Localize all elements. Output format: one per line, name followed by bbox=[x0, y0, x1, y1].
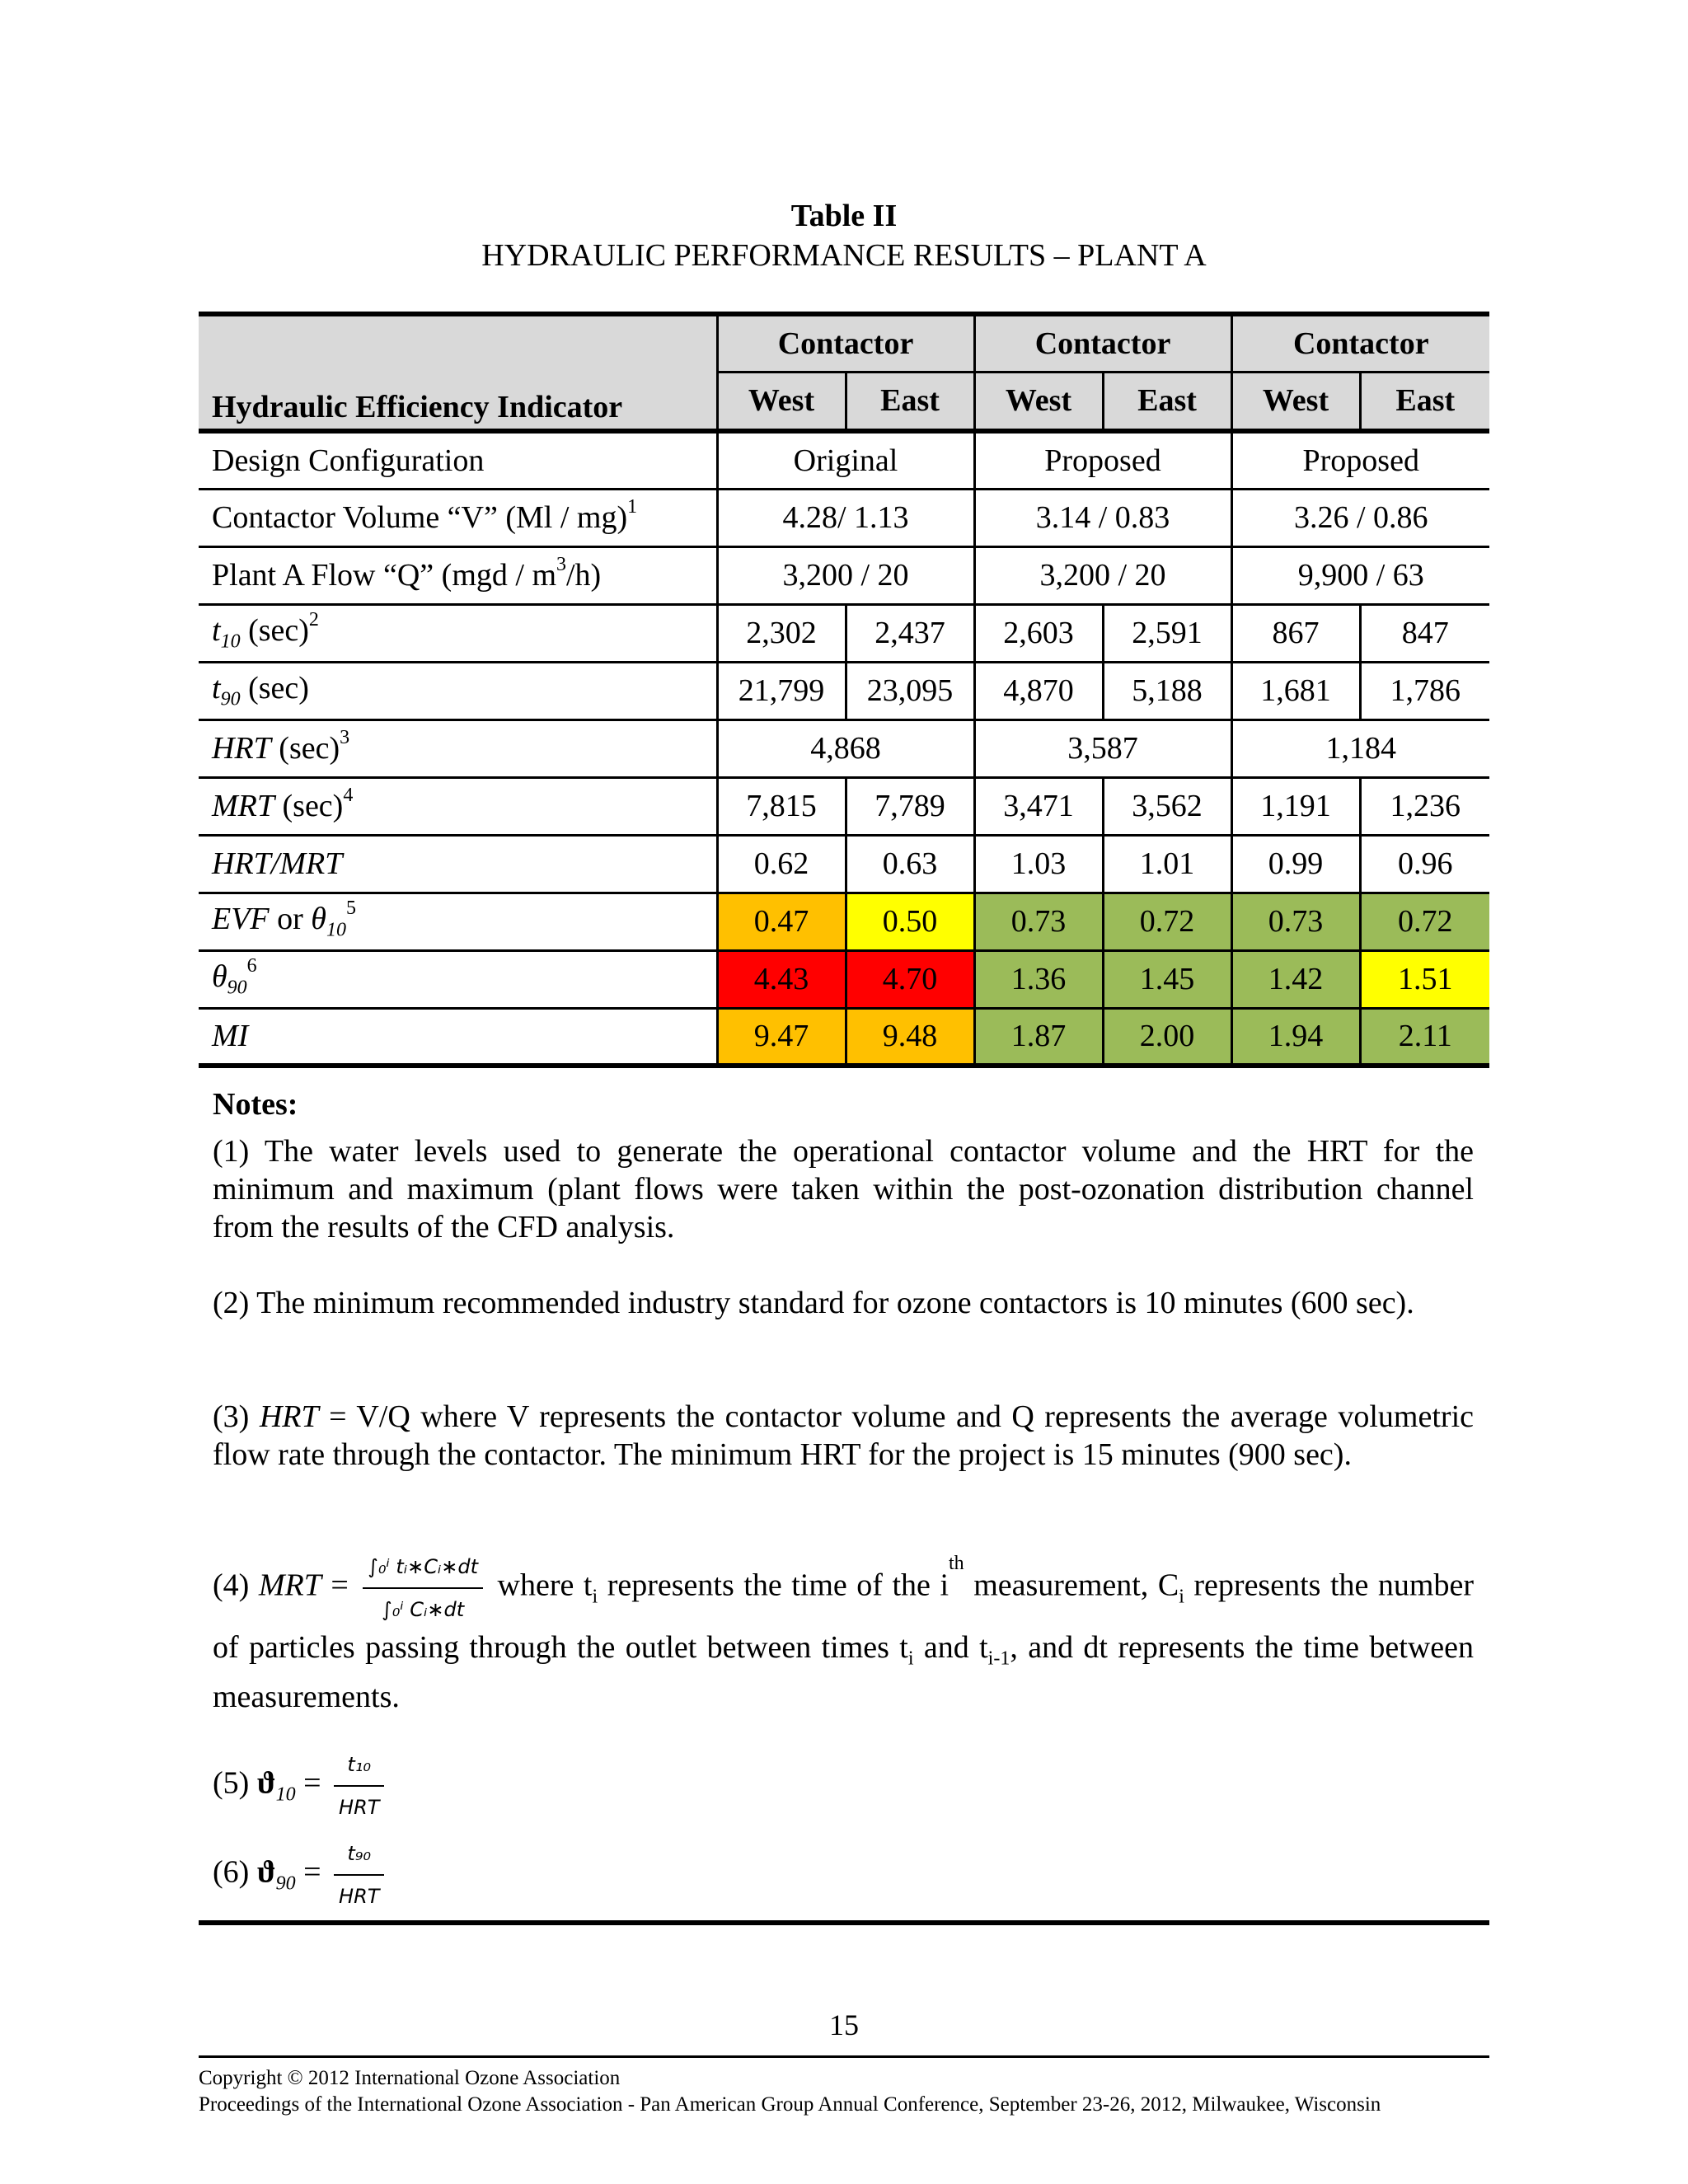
table-cell: 1,184 bbox=[1231, 719, 1489, 777]
superscript: th bbox=[949, 1553, 964, 1574]
hydraulic-results-table bbox=[199, 312, 1489, 1068]
subscript: i bbox=[907, 1647, 914, 1670]
header-indicator: Hydraulic Efficiency Indicator bbox=[199, 314, 717, 431]
table-cell: 23,095 bbox=[846, 662, 974, 719]
table-cell: 9.48 bbox=[846, 1008, 974, 1066]
row-label-text: Plant A Flow “Q” (mgd / m bbox=[212, 558, 556, 593]
note-1: (1) The water levels used to generate the operational contactor volume and the HRT for the minimum and maximum (plant flows were taken within the post-ozonation distribution channel from the results of the CFD analysis. bbox=[213, 1134, 1474, 1244]
footnote-ref: 1 bbox=[627, 496, 638, 518]
footer-proceedings: Proceedings of the International Ozone Association - Pan American Group Annual Conference, September 23-26, 2012, Milwaukee, Wisconsin bbox=[199, 2093, 1381, 2116]
table-cell: 1,236 bbox=[1360, 777, 1489, 835]
row-label-symbol: t bbox=[212, 671, 221, 706]
theta90-formula bbox=[334, 1835, 384, 1915]
table-cell: 1,681 bbox=[1231, 662, 1360, 719]
table-cell: 2,302 bbox=[717, 604, 846, 662]
row-label-text: (sec) bbox=[240, 613, 309, 649]
table-cell: 1.03 bbox=[974, 835, 1103, 893]
subscript: 90 bbox=[220, 688, 241, 710]
header-contactor-3: Contactor bbox=[1231, 314, 1489, 372]
table-cell: 4.28/ 1.13 bbox=[717, 489, 974, 546]
subscript: i bbox=[1179, 1586, 1184, 1608]
table-cell: 0.99 bbox=[1231, 835, 1360, 893]
row-label bbox=[199, 950, 717, 1008]
note-text: (3) bbox=[213, 1399, 260, 1434]
row-t10 bbox=[199, 604, 1489, 662]
row-t90 bbox=[199, 662, 1489, 719]
table-cell: 3.26 / 0.86 bbox=[1231, 489, 1489, 546]
row-label bbox=[199, 1008, 717, 1066]
footnote-ref: 6 bbox=[246, 955, 257, 977]
table-cell: 3,200 / 20 bbox=[974, 546, 1231, 604]
header-west: West bbox=[717, 372, 846, 431]
table-title: HYDRAULIC PERFORMANCE RESULTS – PLANT A bbox=[481, 238, 1207, 273]
table-cell: 2,437 bbox=[846, 604, 974, 662]
table-cell: 1,191 bbox=[1231, 777, 1360, 835]
header-contactor-2: Contactor bbox=[974, 314, 1231, 372]
mrt-formula bbox=[363, 1548, 483, 1629]
note-text: , and dt represents the time between measurements. bbox=[213, 1630, 1474, 1714]
note-text: measurement, C bbox=[964, 1568, 1179, 1603]
row-label bbox=[199, 835, 717, 893]
row-label-symbol: θ bbox=[311, 902, 326, 937]
table-cell: 5,188 bbox=[1103, 662, 1231, 719]
table-cell: 2.11 bbox=[1360, 1008, 1489, 1066]
row-label-symbol: t bbox=[212, 613, 221, 649]
table-cell: 1.45 bbox=[1103, 950, 1231, 1008]
table-cell: 3.14 / 0.83 bbox=[974, 489, 1231, 546]
row-theta90 bbox=[199, 950, 1489, 1008]
note-text: (6) bbox=[213, 1854, 257, 1890]
table-cell: 7,815 bbox=[717, 777, 846, 835]
note-symbol: HRT bbox=[259, 1399, 319, 1434]
table-cell: 0.96 bbox=[1360, 835, 1489, 893]
subscript: 10 bbox=[220, 630, 241, 653]
note-6 bbox=[213, 1835, 1474, 1915]
note-3 bbox=[213, 1398, 1474, 1474]
table-cell: 1.51 bbox=[1360, 950, 1489, 1008]
row-label-symbol: MRT bbox=[212, 789, 274, 823]
table-cell: 3,562 bbox=[1103, 777, 1231, 835]
note-text: represents the time of the i bbox=[598, 1568, 950, 1603]
footer-rule bbox=[199, 2055, 1489, 2058]
notes-bottom-rule bbox=[199, 1920, 1489, 1925]
subscript: 10 bbox=[275, 1783, 296, 1806]
subscript: 90 bbox=[275, 1872, 296, 1895]
table-cell: 867 bbox=[1231, 604, 1360, 662]
table-cell: 9,900 / 63 bbox=[1231, 546, 1489, 604]
table-cell: 4,870 bbox=[974, 662, 1103, 719]
footnote-ref: 2 bbox=[308, 609, 319, 631]
header-west: West bbox=[974, 372, 1103, 431]
row-label bbox=[199, 546, 717, 604]
table-cell: 1.36 bbox=[974, 950, 1103, 1008]
superscript: 3 bbox=[556, 554, 566, 575]
header-west: West bbox=[1231, 372, 1360, 431]
note-2: (2) The minimum recommended industry standard for ozone contactors is 10 minutes (600 sec). bbox=[213, 1286, 1414, 1320]
row-label bbox=[199, 489, 717, 546]
note-text: = bbox=[295, 1765, 330, 1801]
header-contactor-1: Contactor bbox=[717, 314, 974, 372]
subscript: i bbox=[592, 1586, 598, 1608]
table-cell: 3,471 bbox=[974, 777, 1103, 835]
row-label-text: (sec) bbox=[274, 789, 344, 823]
note-text: and t bbox=[913, 1630, 988, 1665]
row-design-configuration bbox=[199, 431, 1489, 489]
table-cell: 1.94 bbox=[1231, 1008, 1360, 1066]
row-label bbox=[199, 777, 717, 835]
formula-numerator: t₉₀ bbox=[334, 1835, 384, 1876]
header-row-groups bbox=[199, 314, 1489, 372]
table-cell: 2,591 bbox=[1103, 604, 1231, 662]
table-cell: 0.72 bbox=[1103, 893, 1231, 950]
table-cell: 1.87 bbox=[974, 1008, 1103, 1066]
row-evf bbox=[199, 893, 1489, 950]
formula-numerator: t₁₀ bbox=[334, 1746, 384, 1787]
table-cell: Proposed bbox=[974, 431, 1231, 489]
footnote-ref: 4 bbox=[343, 785, 354, 806]
table-cell: 3,587 bbox=[974, 719, 1231, 777]
table-cell: 9.47 bbox=[717, 1008, 846, 1066]
table-cell: 3,200 / 20 bbox=[717, 546, 974, 604]
table-cell: 0.73 bbox=[1231, 893, 1360, 950]
header-east: East bbox=[1360, 372, 1489, 431]
table-cell: 0.72 bbox=[1360, 893, 1489, 950]
row-label-symbol: HRT bbox=[212, 731, 271, 766]
row-label-text: /h) bbox=[566, 558, 602, 593]
note-text: represents the number of particles passing through the outlet between times t bbox=[213, 1568, 1475, 1665]
table-cell: 4.43 bbox=[717, 950, 846, 1008]
note-5 bbox=[213, 1746, 1474, 1826]
note-4 bbox=[213, 1548, 1474, 1716]
row-label bbox=[199, 604, 717, 662]
page-number: 15 bbox=[829, 2008, 859, 2041]
theta-symbol: ϑ bbox=[256, 1854, 276, 1890]
formula-denominator: HRT bbox=[339, 1885, 380, 1908]
note-text: where t bbox=[488, 1568, 593, 1603]
formula-numerator: ∫₀ⁱ tᵢ∗Cᵢ∗dt bbox=[363, 1548, 483, 1589]
table-cell: 0.63 bbox=[846, 835, 974, 893]
row-label-symbol: θ bbox=[212, 959, 227, 995]
table-cell: 1,786 bbox=[1360, 662, 1489, 719]
row-contactor-volume bbox=[199, 489, 1489, 546]
row-label-text: (sec) bbox=[240, 671, 309, 706]
row-label-text: Contactor Volume “V” (Ml / mg) bbox=[212, 500, 628, 535]
table-cell: Proposed bbox=[1231, 431, 1489, 489]
row-label bbox=[199, 662, 717, 719]
table-cell: 2.00 bbox=[1103, 1008, 1231, 1066]
header-east: East bbox=[846, 372, 974, 431]
header-east: East bbox=[1103, 372, 1231, 431]
row-hrt-mrt bbox=[199, 835, 1489, 893]
row-hrt bbox=[199, 719, 1489, 777]
note-text: (4) bbox=[213, 1568, 259, 1603]
formula-denominator: HRT bbox=[339, 1796, 380, 1819]
row-mi bbox=[199, 1008, 1489, 1066]
row-label bbox=[199, 719, 717, 777]
notes-heading: Notes: bbox=[213, 1087, 298, 1122]
table-cell: 847 bbox=[1360, 604, 1489, 662]
table-cell: 21,799 bbox=[717, 662, 846, 719]
footnote-ref: 5 bbox=[345, 898, 356, 920]
footer-copyright: Copyright © 2012 International Ozone Association bbox=[199, 2067, 621, 2089]
row-mrt bbox=[199, 777, 1489, 835]
note-text: = bbox=[295, 1854, 330, 1890]
table-cell: 1.01 bbox=[1103, 835, 1231, 893]
table-cell: 0.50 bbox=[846, 893, 974, 950]
row-plant-flow bbox=[199, 546, 1489, 604]
formula-denominator: ∫₀ⁱ Cᵢ∗dt bbox=[382, 1598, 465, 1621]
row-label-symbol: HRT/MRT bbox=[212, 846, 343, 881]
row-label: Design Configuration bbox=[199, 431, 717, 489]
table-cell: 4,868 bbox=[717, 719, 974, 777]
table-cell: 1.42 bbox=[1231, 950, 1360, 1008]
table-number: Table II bbox=[790, 199, 898, 233]
theta-symbol: ϑ bbox=[256, 1765, 276, 1801]
subscript: i-1 bbox=[987, 1647, 1010, 1670]
note-text: = V/Q where V represents the contactor volume and Q represents the average volumetric flow rate through the contactor. The minimum HRT for the project is 15 minutes (900 sec). bbox=[213, 1399, 1474, 1472]
note-text: (5) bbox=[213, 1765, 257, 1801]
note-symbol: MRT bbox=[258, 1568, 321, 1603]
table-cell: 4.70 bbox=[846, 950, 974, 1008]
row-label-text: or bbox=[269, 902, 312, 937]
table-cell: 0.62 bbox=[717, 835, 846, 893]
table-cell: 0.47 bbox=[717, 893, 846, 950]
subscript: 10 bbox=[326, 919, 346, 941]
row-label-text: (sec) bbox=[270, 731, 340, 766]
table-cell: 7,789 bbox=[846, 777, 974, 835]
table-cell: 0.73 bbox=[974, 893, 1103, 950]
footnote-ref: 3 bbox=[340, 727, 350, 748]
note-text: = bbox=[321, 1568, 359, 1603]
row-label-symbol: MI bbox=[212, 1019, 249, 1054]
theta10-formula bbox=[334, 1746, 384, 1826]
table-cell: 2,603 bbox=[974, 604, 1103, 662]
subscript: 90 bbox=[227, 977, 247, 999]
row-label bbox=[199, 893, 717, 950]
table-cell: Original bbox=[717, 431, 974, 489]
row-label-symbol: EVF bbox=[212, 902, 270, 937]
